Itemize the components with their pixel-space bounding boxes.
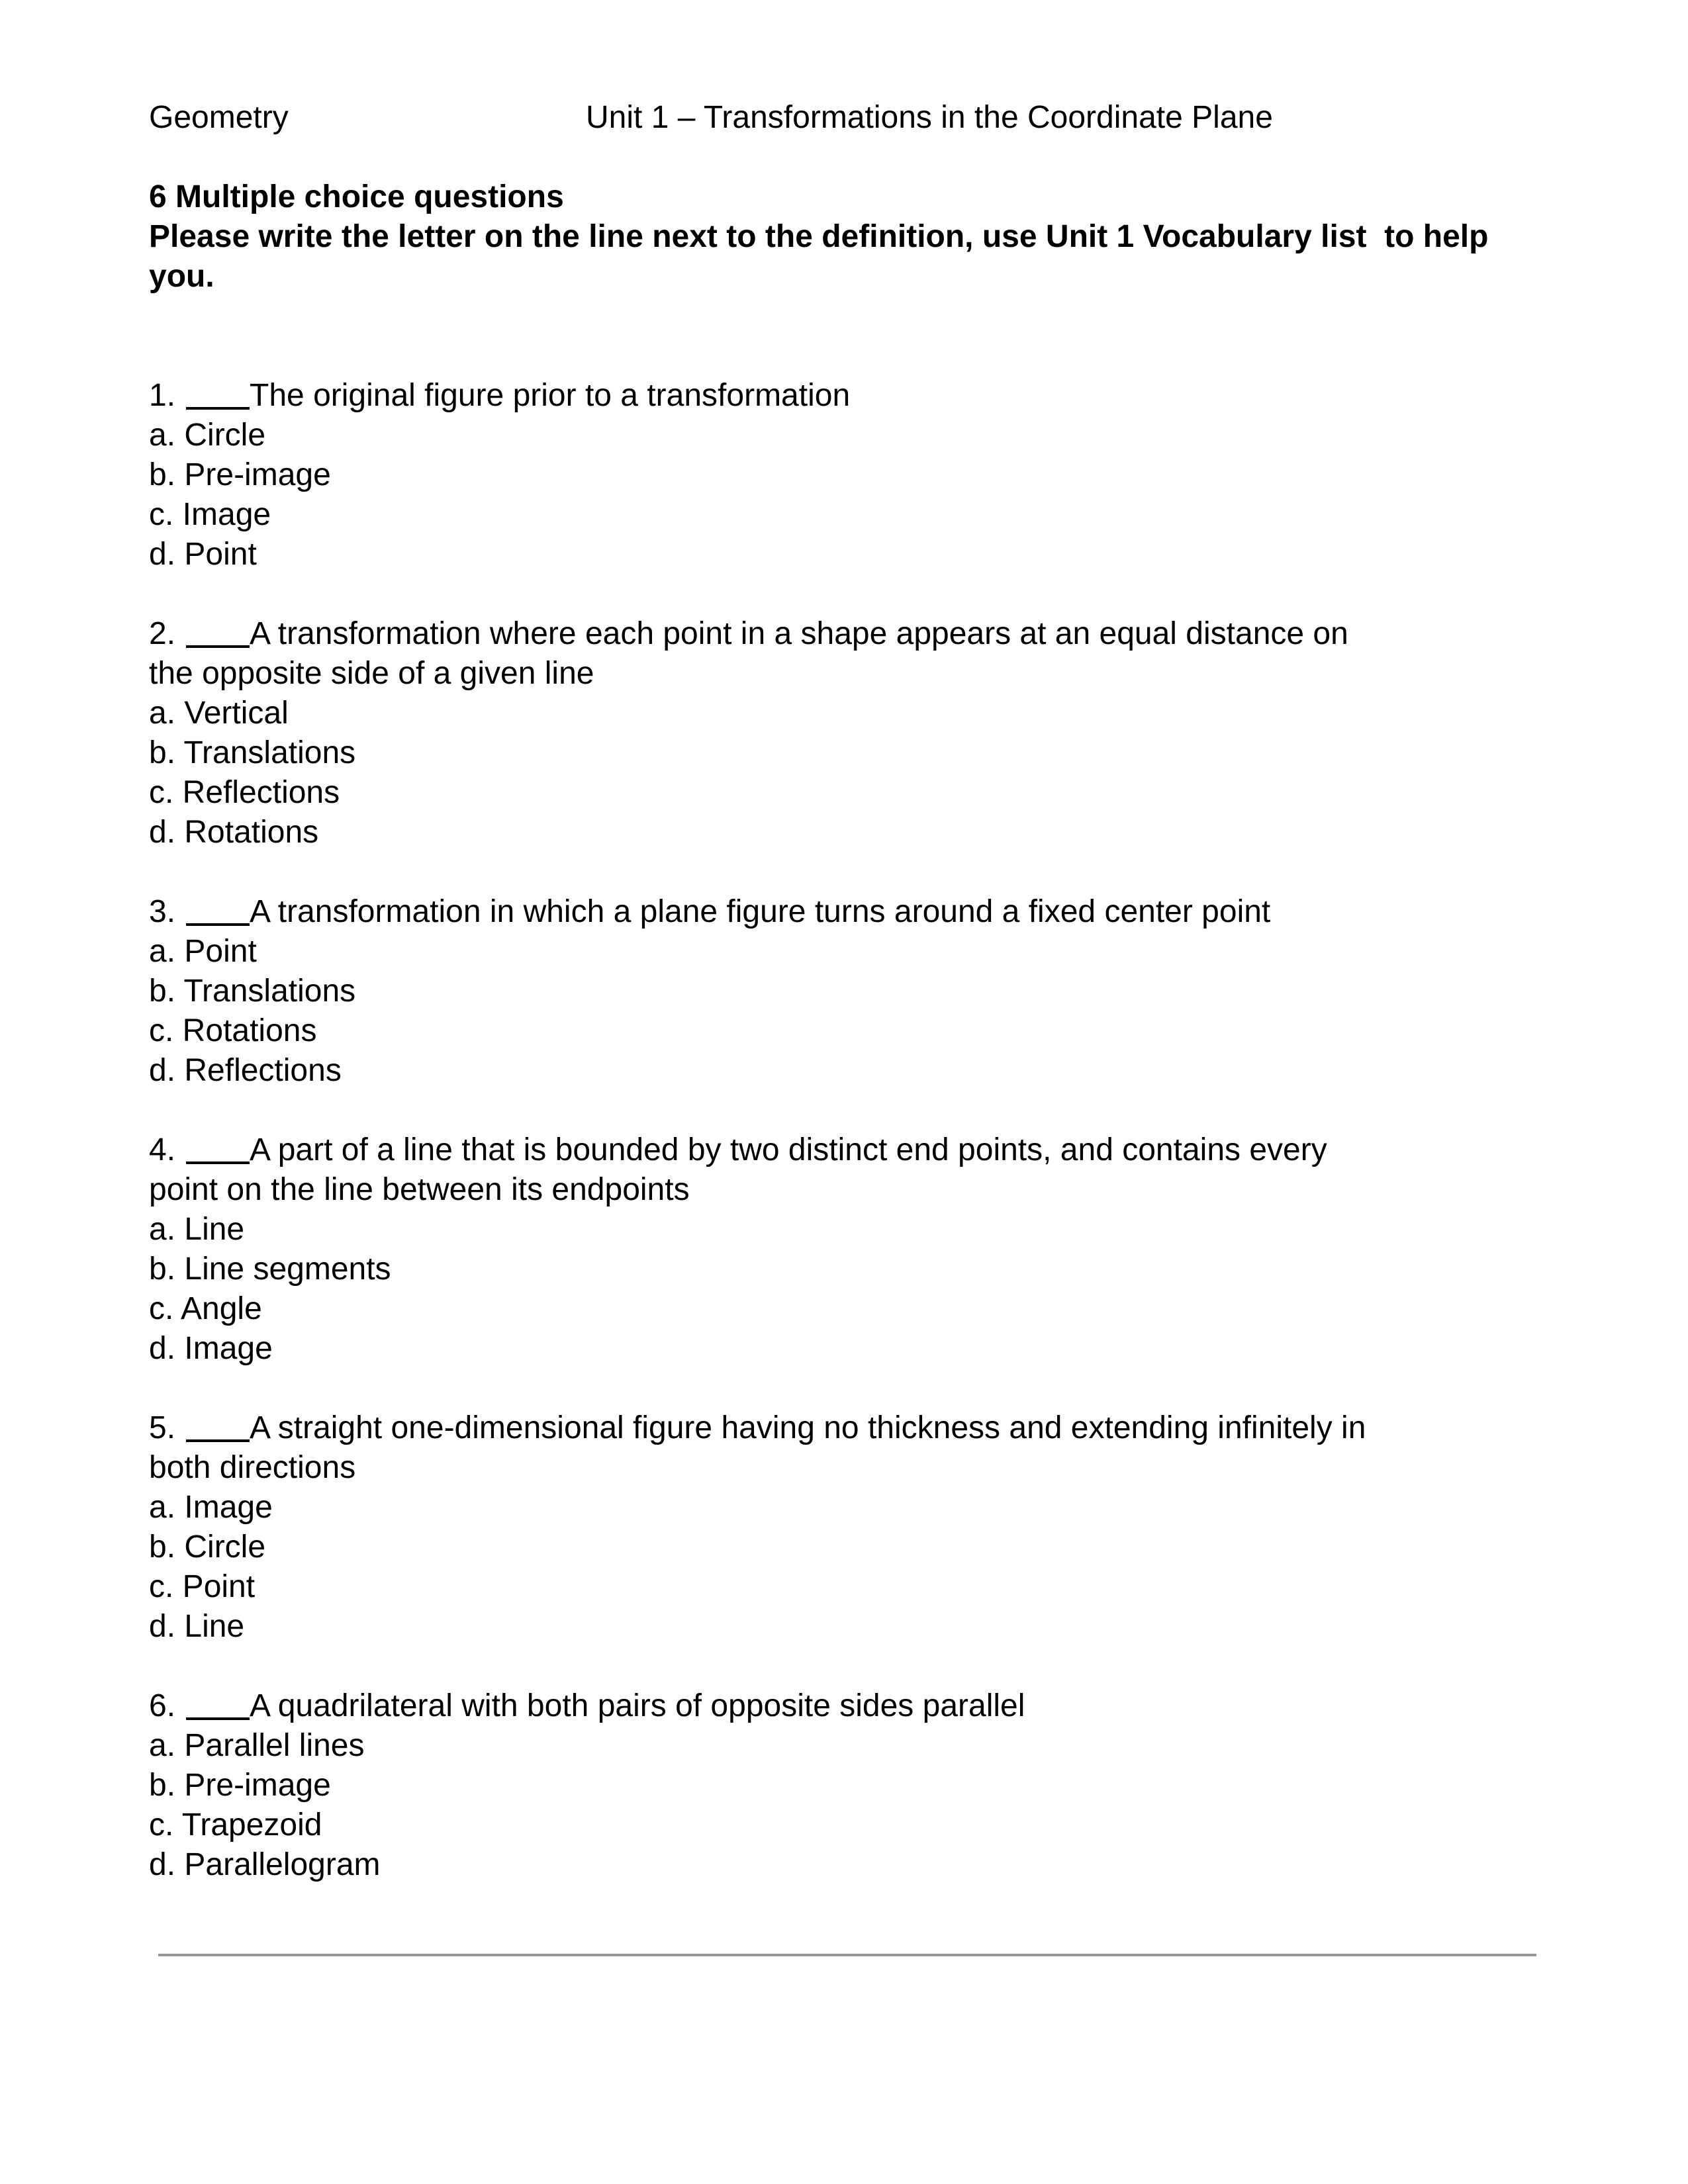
question-1-text: The original figure prior to a transformation: [250, 378, 851, 413]
question-4-option-a: a. Line: [149, 1212, 245, 1247]
question-6-option-a: a. Parallel lines: [149, 1728, 365, 1763]
question-4-number: 4.: [149, 1132, 176, 1167]
question-1-number: 1.: [149, 378, 176, 413]
question-3-text: A transformation in which a plane figure turns around a fixed center point: [250, 894, 1271, 929]
question-5-line-1: [149, 1408, 1556, 1448]
question-3-number: 3.: [149, 894, 176, 929]
question-6-answer-blank[interactable]: [186, 1691, 250, 1720]
question-1-option-d: d. Point: [149, 537, 257, 572]
question-2-option-d: d. Rotations: [149, 815, 319, 850]
question-5-text: A straight one-dimensional figure having no thickness and extending infinitely in: [250, 1410, 1366, 1445]
header-course-label: Geometry: [149, 100, 289, 135]
page-header: [149, 98, 1556, 138]
question-1-line-1: [149, 376, 1556, 416]
question-block-1: [149, 376, 1556, 574]
question-6-option-b: b. Pre-image: [149, 1768, 331, 1803]
question-5-option-a: a. Image: [149, 1490, 273, 1525]
instructions-line-1: Please write the letter on the line next to the definition, use Unit 1 Vocabulary list to help: [149, 219, 1489, 254]
question-block-5: [149, 1408, 1556, 1647]
question-3-option-a: a. Point: [149, 934, 257, 969]
question-5-option-c: c. Point: [149, 1569, 256, 1604]
question-3-answer-blank[interactable]: [186, 897, 250, 926]
question-5-option-b: b. Circle: [149, 1529, 266, 1565]
question-2-answer-blank[interactable]: [186, 619, 250, 648]
question-6-option-d: d. Parallelogram: [149, 1847, 381, 1882]
question-2-line-2: the opposite side of a given line: [149, 656, 594, 691]
question-5-number: 5.: [149, 1410, 176, 1445]
question-4-option-c: c. Angle: [149, 1291, 262, 1326]
question-2-text: A transformation where each point in a shape appears at an equal distance on: [250, 616, 1348, 651]
question-2-option-a: a. Vertical: [149, 696, 289, 731]
question-3-line-1: [149, 892, 1556, 932]
instructions-line-2: you.: [149, 259, 214, 294]
question-3-option-d: d. Reflections: [149, 1053, 342, 1088]
question-5-line-2: both directions: [149, 1450, 356, 1485]
question-2-number: 2.: [149, 616, 176, 651]
question-4-option-d: d. Image: [149, 1331, 273, 1366]
question-6-text: A quadrilateral with both pairs of opposite sides parallel: [250, 1688, 1025, 1723]
question-3-option-b: b. Translations: [149, 974, 356, 1009]
question-6-option-c: c. Trapezoid: [149, 1807, 322, 1843]
question-1-option-c: c. Image: [149, 497, 271, 532]
question-4-line-1: [149, 1130, 1556, 1170]
question-6-number: 6.: [149, 1688, 176, 1723]
question-4-option-b: b. Line segments: [149, 1251, 391, 1287]
question-6-line-1: [149, 1686, 1556, 1726]
question-block-4: [149, 1130, 1556, 1369]
question-block-3: [149, 892, 1556, 1091]
footer-divider: [158, 1954, 1536, 1956]
question-1-option-a: a. Circle: [149, 418, 266, 453]
question-5-option-d: d. Line: [149, 1609, 245, 1644]
question-4-line-2: point on the line between its endpoints: [149, 1172, 690, 1207]
section-title: 6 Multiple choice questions: [149, 179, 564, 214]
question-5-answer-blank[interactable]: [186, 1413, 250, 1442]
question-block-2: [149, 614, 1556, 852]
question-1-option-b: b. Pre-image: [149, 457, 331, 492]
header-unit-title: Unit 1 – Transformations in the Coordinate Plane: [586, 100, 1273, 135]
question-2-option-b: b. Translations: [149, 735, 356, 770]
question-3-option-c: c. Rotations: [149, 1013, 317, 1048]
question-1-answer-blank[interactable]: [186, 381, 250, 410]
question-4-text: A part of a line that is bounded by two distinct end points, and contains every: [250, 1132, 1327, 1167]
question-block-6: [149, 1686, 1556, 1885]
question-2-option-c: c. Reflections: [149, 775, 340, 810]
question-4-answer-blank[interactable]: [186, 1135, 250, 1164]
question-2-line-1: [149, 614, 1556, 654]
